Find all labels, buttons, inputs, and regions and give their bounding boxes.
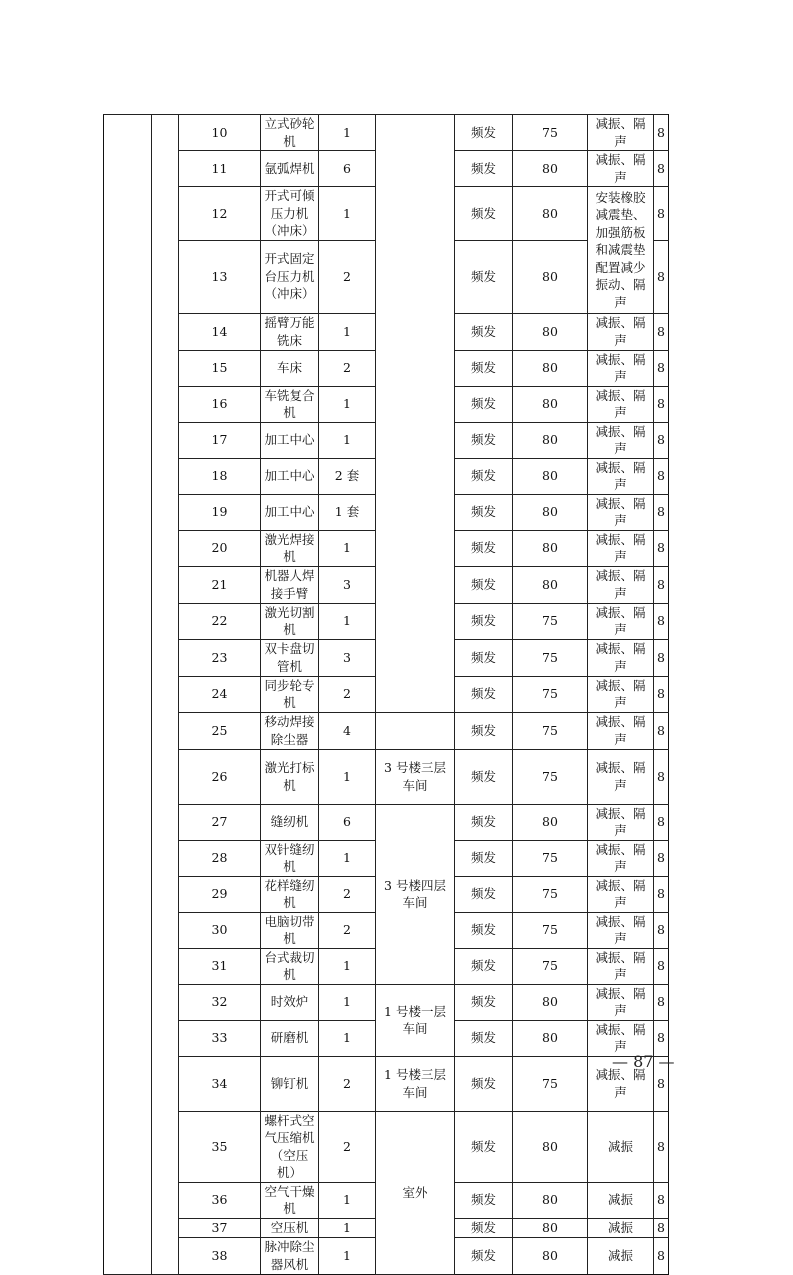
- duration: 8: [654, 494, 669, 530]
- duration: 8: [654, 1056, 669, 1111]
- duration: 8: [654, 876, 669, 912]
- mitigation: 安装橡胶减震垫、加强筋板和减震垫配置减少振动、隔声: [588, 187, 654, 314]
- location-cell: 1 号楼一层车间: [376, 984, 455, 1056]
- duration: 8: [654, 603, 669, 639]
- mitigation: 减振: [588, 1111, 654, 1182]
- frequency: 频发: [455, 603, 513, 639]
- frequency: 频发: [455, 187, 513, 241]
- equipment-name: 开式可倾压力机（冲床）: [261, 187, 319, 241]
- noise-level: 80: [513, 240, 588, 313]
- table-row: [104, 984, 669, 1020]
- mitigation: 减振、隔声: [588, 151, 654, 187]
- merged-category-cell: [104, 115, 152, 1275]
- duration: 8: [654, 240, 669, 313]
- frequency: 频发: [455, 240, 513, 313]
- equipment-name: 脉冲除尘器风机: [261, 1237, 319, 1274]
- mitigation: 减振: [588, 1218, 654, 1237]
- duration: 8: [654, 676, 669, 712]
- row-number: 32: [179, 984, 261, 1020]
- duration: 8: [654, 1237, 669, 1274]
- noise-level: 80: [513, 984, 588, 1020]
- quantity: 1: [319, 422, 376, 458]
- duration: 8: [654, 422, 669, 458]
- frequency: 频发: [455, 1111, 513, 1182]
- frequency: 频发: [455, 350, 513, 386]
- noise-level: 80: [513, 1237, 588, 1274]
- equipment-name: 车铣复合机: [261, 386, 319, 422]
- frequency: 频发: [455, 530, 513, 566]
- mitigation: 减振、隔声: [588, 840, 654, 876]
- mitigation: 减振、隔声: [588, 912, 654, 948]
- duration: 8: [654, 912, 669, 948]
- mitigation: 减振、隔声: [588, 876, 654, 912]
- row-number: 35: [179, 1111, 261, 1182]
- mitigation: 减振、隔声: [588, 1056, 654, 1111]
- noise-level: 75: [513, 948, 588, 984]
- quantity: 2: [319, 912, 376, 948]
- mitigation: 减振、隔声: [588, 984, 654, 1020]
- frequency: 频发: [455, 876, 513, 912]
- location-cell: 3 号楼三层车间: [376, 749, 455, 804]
- row-number: 31: [179, 948, 261, 984]
- noise-level: 80: [513, 386, 588, 422]
- merged-subcategory-cell: [152, 115, 179, 1275]
- row-number: 14: [179, 313, 261, 350]
- frequency: 频发: [455, 115, 513, 151]
- row-number: 26: [179, 749, 261, 804]
- duration: 8: [654, 1111, 669, 1182]
- quantity: 2: [319, 676, 376, 712]
- duration: 8: [654, 566, 669, 603]
- row-number: 12: [179, 187, 261, 241]
- mitigation: 减振、隔声: [588, 566, 654, 603]
- duration: 8: [654, 1020, 669, 1056]
- equipment-name: 空气干燥机: [261, 1182, 319, 1218]
- quantity: 1: [319, 1237, 376, 1274]
- table-row: [104, 712, 669, 749]
- quantity: 4: [319, 712, 376, 749]
- location-cell: 3 号楼四层车间: [376, 804, 455, 984]
- noise-level: 75: [513, 639, 588, 676]
- frequency: 频发: [455, 948, 513, 984]
- equipment-name: 加工中心: [261, 458, 319, 494]
- mitigation: 减振: [588, 1237, 654, 1274]
- mitigation: 减振、隔声: [588, 494, 654, 530]
- frequency: 频发: [455, 676, 513, 712]
- noise-level: 80: [513, 350, 588, 386]
- quantity: 2: [319, 1056, 376, 1111]
- equipment-name: 双卡盘切管机: [261, 639, 319, 676]
- noise-level: 80: [513, 494, 588, 530]
- quantity: 1: [319, 948, 376, 984]
- row-number: 15: [179, 350, 261, 386]
- frequency: 频发: [455, 840, 513, 876]
- noise-level: 75: [513, 1056, 588, 1111]
- quantity: 1: [319, 840, 376, 876]
- duration: 8: [654, 840, 669, 876]
- noise-level: 80: [513, 1020, 588, 1056]
- row-number: 20: [179, 530, 261, 566]
- equipment-name: 时效炉: [261, 984, 319, 1020]
- frequency: 频发: [455, 313, 513, 350]
- equipment-name: 机器人焊接手臂: [261, 566, 319, 603]
- noise-level: 75: [513, 749, 588, 804]
- mitigation: 减振、隔声: [588, 1020, 654, 1056]
- location-cell: [376, 712, 455, 749]
- frequency: 频发: [455, 1218, 513, 1237]
- quantity: 1: [319, 1182, 376, 1218]
- equipment-name: 缝纫机: [261, 804, 319, 840]
- noise-level: 80: [513, 1182, 588, 1218]
- frequency: 频发: [455, 422, 513, 458]
- equipment-name: 螺杆式空气压缩机（空压机）: [261, 1111, 319, 1182]
- mitigation: 减振、隔声: [588, 639, 654, 676]
- duration: 8: [654, 1218, 669, 1237]
- equipment-name: 双针缝纫机: [261, 840, 319, 876]
- mitigation: 减振: [588, 1182, 654, 1218]
- row-number: 19: [179, 494, 261, 530]
- frequency: 频发: [455, 458, 513, 494]
- quantity: 1: [319, 603, 376, 639]
- mitigation: 减振、隔声: [588, 603, 654, 639]
- noise-level: 75: [513, 876, 588, 912]
- quantity: 2: [319, 876, 376, 912]
- equipment-name: 空压机: [261, 1218, 319, 1237]
- row-number: 34: [179, 1056, 261, 1111]
- mitigation: 减振、隔声: [588, 350, 654, 386]
- noise-level: 80: [513, 458, 588, 494]
- frequency: 频发: [455, 712, 513, 749]
- noise-level: 80: [513, 151, 588, 187]
- mitigation: 减振、隔声: [588, 458, 654, 494]
- quantity: 6: [319, 804, 376, 840]
- mitigation: 减振、隔声: [588, 422, 654, 458]
- row-number: 17: [179, 422, 261, 458]
- equipment-noise-table: [103, 114, 669, 1275]
- equipment-name: 激光切割机: [261, 603, 319, 639]
- row-number: 10: [179, 115, 261, 151]
- table-row: [104, 804, 669, 840]
- row-number: 25: [179, 712, 261, 749]
- duration: 8: [654, 458, 669, 494]
- noise-level: 75: [513, 912, 588, 948]
- row-number: 11: [179, 151, 261, 187]
- equipment-name: 电脑切带机: [261, 912, 319, 948]
- equipment-name: 氩弧焊机: [261, 151, 319, 187]
- quantity: 2 套: [319, 458, 376, 494]
- duration: 8: [654, 386, 669, 422]
- row-number: 38: [179, 1237, 261, 1274]
- noise-level: 80: [513, 1111, 588, 1182]
- duration: 8: [654, 984, 669, 1020]
- frequency: 频发: [455, 151, 513, 187]
- frequency: 频发: [455, 749, 513, 804]
- duration: 8: [654, 804, 669, 840]
- frequency: 频发: [455, 984, 513, 1020]
- noise-level: 75: [513, 840, 588, 876]
- row-number: 27: [179, 804, 261, 840]
- equipment-name: 激光打标机: [261, 749, 319, 804]
- row-number: 36: [179, 1182, 261, 1218]
- page-number: — 87 —: [612, 1052, 675, 1071]
- noise-level: 80: [513, 313, 588, 350]
- row-number: 28: [179, 840, 261, 876]
- frequency: 频发: [455, 566, 513, 603]
- noise-level: 80: [513, 804, 588, 840]
- location-cell: 1 号楼三层车间: [376, 1056, 455, 1111]
- mitigation: 减振、隔声: [588, 676, 654, 712]
- table-row: [104, 115, 669, 151]
- noise-level: 80: [513, 530, 588, 566]
- equipment-name: 车床: [261, 350, 319, 386]
- quantity: 1: [319, 984, 376, 1020]
- frequency: 频发: [455, 1237, 513, 1274]
- quantity: 1: [319, 1020, 376, 1056]
- equipment-name: 移动焊接除尘器: [261, 712, 319, 749]
- mitigation: 减振、隔声: [588, 115, 654, 151]
- mitigation: 减振、隔声: [588, 712, 654, 749]
- row-number: 16: [179, 386, 261, 422]
- quantity: 1: [319, 115, 376, 151]
- quantity: 3: [319, 566, 376, 603]
- quantity: 1 套: [319, 494, 376, 530]
- duration: 8: [654, 313, 669, 350]
- quantity: 1: [319, 1218, 376, 1237]
- row-number: 37: [179, 1218, 261, 1237]
- duration: 8: [654, 187, 669, 241]
- row-number: 24: [179, 676, 261, 712]
- duration: 8: [654, 948, 669, 984]
- mitigation: 减振、隔声: [588, 530, 654, 566]
- quantity: 2: [319, 1111, 376, 1182]
- duration: 8: [654, 712, 669, 749]
- frequency: 频发: [455, 386, 513, 422]
- mitigation: 减振、隔声: [588, 386, 654, 422]
- equipment-name: 开式固定台压力机（冲床）: [261, 240, 319, 313]
- frequency: 频发: [455, 1182, 513, 1218]
- frequency: 频发: [455, 494, 513, 530]
- mitigation: 减振、隔声: [588, 749, 654, 804]
- frequency: 频发: [455, 639, 513, 676]
- row-number: 29: [179, 876, 261, 912]
- noise-level: 75: [513, 712, 588, 749]
- equipment-name: 同步轮专机: [261, 676, 319, 712]
- quantity: 1: [319, 749, 376, 804]
- equipment-name: 研磨机: [261, 1020, 319, 1056]
- row-number: 13: [179, 240, 261, 313]
- quantity: 6: [319, 151, 376, 187]
- table-row: [104, 1056, 669, 1111]
- row-number: 33: [179, 1020, 261, 1056]
- mitigation: 减振、隔声: [588, 313, 654, 350]
- noise-level: 80: [513, 1218, 588, 1237]
- frequency: 频发: [455, 1056, 513, 1111]
- mitigation: 减振、隔声: [588, 948, 654, 984]
- frequency: 频发: [455, 1020, 513, 1056]
- noise-level: 75: [513, 115, 588, 151]
- row-number: 30: [179, 912, 261, 948]
- equipment-name: 摇臂万能铣床: [261, 313, 319, 350]
- frequency: 频发: [455, 804, 513, 840]
- quantity: 1: [319, 530, 376, 566]
- location-cell: 室外: [376, 1111, 455, 1274]
- equipment-name: 台式裁切机: [261, 948, 319, 984]
- row-number: 23: [179, 639, 261, 676]
- quantity: 1: [319, 187, 376, 241]
- frequency: 频发: [455, 912, 513, 948]
- location-cell: [376, 115, 455, 713]
- quantity: 1: [319, 386, 376, 422]
- quantity: 2: [319, 350, 376, 386]
- row-number: 21: [179, 566, 261, 603]
- noise-level: 80: [513, 566, 588, 603]
- duration: 8: [654, 151, 669, 187]
- noise-level: 75: [513, 603, 588, 639]
- duration: 8: [654, 749, 669, 804]
- duration: 8: [654, 115, 669, 151]
- quantity: 3: [319, 639, 376, 676]
- noise-level: 80: [513, 422, 588, 458]
- equipment-name: 立式砂轮机: [261, 115, 319, 151]
- row-number: 18: [179, 458, 261, 494]
- mitigation: 减振、隔声: [588, 804, 654, 840]
- equipment-name: 加工中心: [261, 422, 319, 458]
- equipment-name: 花样缝纫机: [261, 876, 319, 912]
- duration: 8: [654, 530, 669, 566]
- duration: 8: [654, 1182, 669, 1218]
- quantity: 2: [319, 240, 376, 313]
- duration: 8: [654, 350, 669, 386]
- noise-level: 80: [513, 187, 588, 241]
- duration: 8: [654, 639, 669, 676]
- row-number: 22: [179, 603, 261, 639]
- quantity: 1: [319, 313, 376, 350]
- noise-level: 75: [513, 676, 588, 712]
- equipment-name: 激光焊接机: [261, 530, 319, 566]
- table-row: [104, 749, 669, 804]
- equipment-name: 铆钉机: [261, 1056, 319, 1111]
- equipment-name: 加工中心: [261, 494, 319, 530]
